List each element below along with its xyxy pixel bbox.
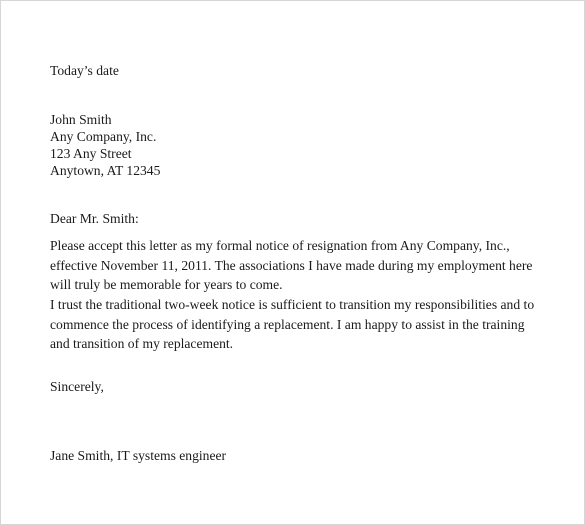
recipient-name: John Smith xyxy=(50,112,112,127)
signature: Jane Smith, IT systems engineer xyxy=(50,448,227,463)
paragraph-1-line: Please accept this letter as my formal notice of resignation from Any Company, Inc., xyxy=(50,238,510,253)
letter-date: Today’s date xyxy=(50,63,119,78)
paragraph-1-line: will truly be memorable for years to come. xyxy=(50,277,283,292)
recipient-company: Any Company, Inc. xyxy=(50,129,157,144)
salutation: Dear Mr. Smith: xyxy=(50,211,139,226)
body-paragraph-1 xyxy=(50,236,550,295)
recipient-street: 123 Any Street xyxy=(50,146,132,161)
paragraph-1-line: effective November 11, 2011. The associations I have made during my employment here xyxy=(50,257,533,273)
closing: Sincerely, xyxy=(50,379,104,394)
paragraph-2-line: I trust the traditional two-week notice is sufficient to transition my responsibilities and to xyxy=(50,297,535,312)
recipient-city: Anytown, AT 12345 xyxy=(50,163,161,178)
paragraph-2-line: and transition of my replacement. xyxy=(50,336,234,351)
body-paragraph-2 xyxy=(50,295,550,354)
paragraph-2-line: commence the process of identifying a replacement. I am happy to assist in the training xyxy=(50,316,525,332)
